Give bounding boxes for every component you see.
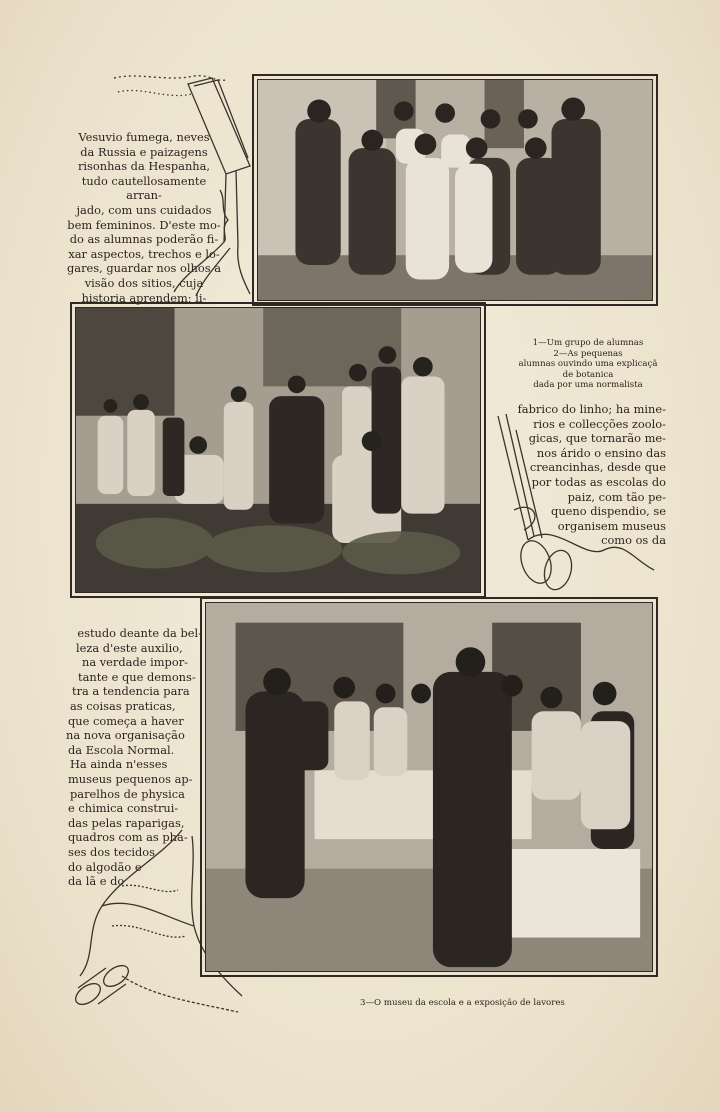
text-line: tudo cautellosamente arran- xyxy=(81,173,207,203)
text-line: gicas, que tornarão me- xyxy=(528,431,666,446)
text-line: da Russia e paizagens xyxy=(80,144,208,159)
caption-line: de botanica xyxy=(562,369,614,380)
text-line: as coisas praticas, xyxy=(70,698,176,713)
text-line: risonhas da Hespanha, xyxy=(77,159,211,174)
text-line: Vesuvio fumega, neves xyxy=(78,130,210,144)
text-line: paiz, com tão pe- xyxy=(567,489,666,504)
text-line: na verdade impor- xyxy=(82,655,188,670)
caption-line: 1—Um grupo de alumnas xyxy=(532,338,644,348)
text-line: organisem museus xyxy=(557,518,666,533)
text-line: como os da xyxy=(601,533,666,548)
text-line: historia aprendem; li- xyxy=(81,290,207,305)
text-line: bem femininos. D'este mo- xyxy=(67,217,221,232)
text-line: da Escola Normal. xyxy=(68,742,175,757)
text-line: na nova organisação xyxy=(66,728,185,743)
text-line: da lã e do xyxy=(68,874,125,889)
text-line: do as alumnas poderão fi- xyxy=(69,232,219,247)
text-line: creancinhas, desde que xyxy=(529,460,666,475)
scissors-ornament-icon xyxy=(494,410,658,598)
text-line: Ha ainda n'esses xyxy=(70,757,168,772)
text-line: quadros com as pha- xyxy=(68,830,188,845)
text-line: por todas as escolas do xyxy=(531,474,666,489)
text-line: museus pequenos ap- xyxy=(68,771,193,786)
group-of-students-photo xyxy=(257,79,653,301)
text-line: que começa a haver xyxy=(68,713,184,728)
text-line: parelhos de physica xyxy=(70,786,185,801)
text-line: xar aspectos, trechos e lo- xyxy=(68,246,220,261)
botany-lesson-photo xyxy=(75,307,481,593)
photo-frame-3 xyxy=(200,597,658,977)
photo-caption-3: 3—O museu da escola e a exposição de lavores xyxy=(360,998,565,1008)
text-line: queno dispendio, se xyxy=(551,504,666,519)
text-line: do algodão e xyxy=(68,859,142,874)
photo-frame-2 xyxy=(70,302,486,598)
text-line: nos árido o ensino das xyxy=(536,445,666,460)
text-line: gares, guardar nos olhos a xyxy=(67,261,221,276)
text-line: visão dos sitios, cuja xyxy=(84,275,204,290)
book-ornament-icon xyxy=(108,70,256,302)
text-line: e chimica construi- xyxy=(68,801,179,816)
text-line: leza d'este auxilio, xyxy=(76,640,183,655)
text-line: rios e collecções zoolo- xyxy=(533,416,666,431)
caption-line: alumnas ouvindo uma explicaçã xyxy=(518,359,658,370)
caption-line: 2—As pequenas xyxy=(553,348,623,359)
text-line: tante e que demons- xyxy=(78,669,196,684)
text-line: tra a tendencia para xyxy=(72,684,190,699)
text-line: fabrico do linho; ha mine- xyxy=(517,402,666,416)
photo-captions-1-2 xyxy=(498,338,678,391)
text-line: jado, com uns cuidados xyxy=(76,202,212,217)
caption-line: dada por uma normalista xyxy=(533,380,643,391)
text-line: estudo deante da bel- xyxy=(77,626,202,640)
text-line: ses dos tecidos xyxy=(68,844,156,859)
text-line: das pelas raparigas, xyxy=(68,815,185,830)
school-museum-photo xyxy=(205,602,653,972)
photo-frame-1 xyxy=(252,74,658,306)
